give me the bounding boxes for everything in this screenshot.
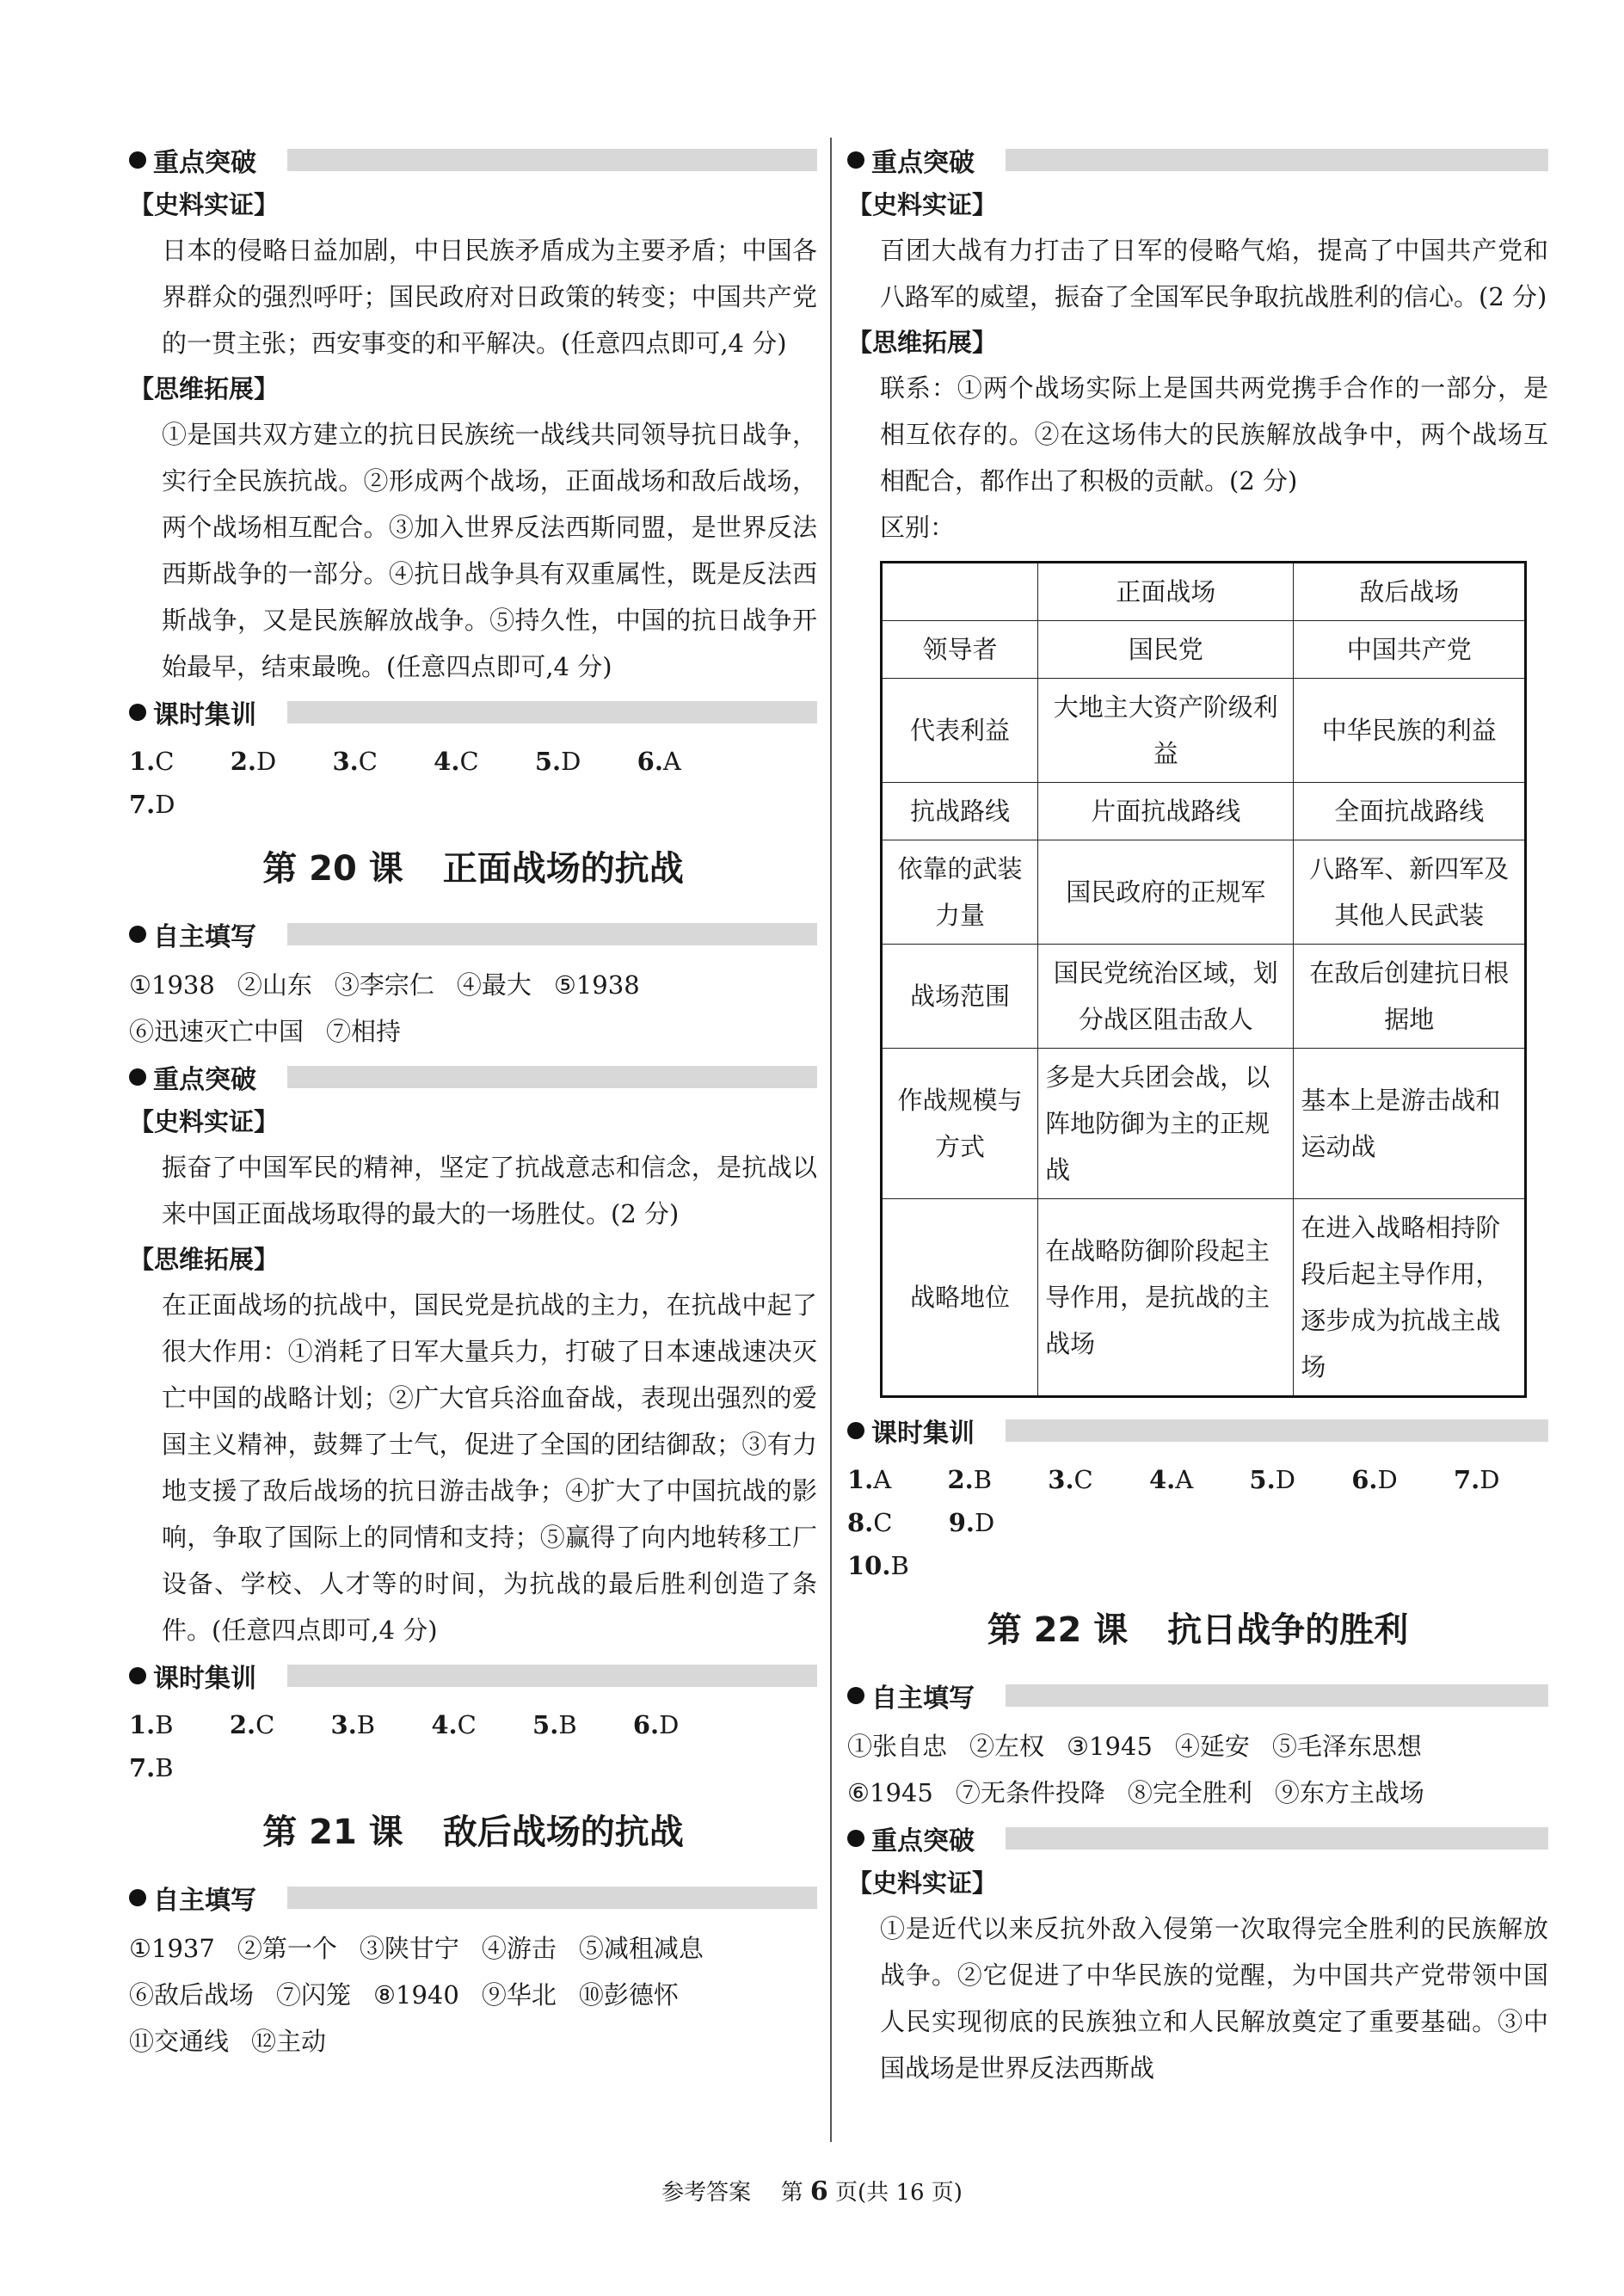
- table-row: [882, 945, 1526, 1049]
- section-bar: [287, 149, 817, 171]
- section-header: [847, 1677, 1548, 1714]
- table-cell: 八路军、新四军及其他人民武装: [1294, 840, 1526, 945]
- paragraph: 联系：①两个战场实际上是国共两党携手合作的一部分，是相互依存的。②在这场伟大的民族解放战争中，两个战场互相配合，都作出了积极的贡献。(2 分): [880, 373, 1548, 496]
- answer-item: 1.A: [847, 1465, 892, 1494]
- answer-item: 9.D: [948, 1508, 995, 1537]
- answer-item: 7.D: [129, 790, 175, 819]
- table-cell: 在敌后创建抗日根据地: [1294, 945, 1526, 1049]
- section-header: [129, 693, 817, 731]
- table-cell: 全面抗战路线: [1294, 783, 1526, 840]
- subheading: 【史料实证】: [129, 1107, 280, 1136]
- answer-list: [129, 1703, 817, 1789]
- lesson-title: 第 20 课 正面战场的抗战: [262, 849, 684, 889]
- answer-item: 4.C: [431, 1710, 477, 1739]
- table-cell: 抗战路线: [882, 783, 1038, 840]
- section-label: 自主填写: [871, 1684, 975, 1714]
- bullet-icon: [129, 1068, 146, 1086]
- answer-item: 3.B: [330, 1710, 376, 1739]
- answer-item: 3.C: [1048, 1465, 1093, 1494]
- section-label: 重点突破: [871, 1826, 975, 1856]
- answer-list: [847, 1458, 1548, 1587]
- right-column: [847, 138, 1548, 2091]
- table-cell: 战略地位: [882, 1199, 1038, 1397]
- answer-item: 10.B: [847, 1551, 909, 1580]
- section-header: [129, 1657, 817, 1695]
- answer-item: 3.C: [332, 747, 378, 776]
- bullet-icon: [129, 1667, 146, 1684]
- paragraph: ①是国共双方建立的抗日民族统一战线共同领导抗日战争，实行全民族抗战。②形成两个战场，正面战场和敌后战场，两个战场相互配合。③加入世界反法西斯同盟，是世界反法西斯战争的一部分。④抗日战争具有双重属性，既是反法西斯战争，又是民族解放战争。⑤持久性，中国的抗日战争开始最早，结束最晚。(任意四点即可,4 分): [162, 420, 817, 681]
- bullet-icon: [847, 1830, 864, 1847]
- table-header-row: [882, 563, 1526, 621]
- section-label: 课时集训: [871, 1419, 975, 1449]
- answer-item: 2.B: [947, 1465, 993, 1494]
- section-header: [847, 141, 1548, 179]
- table-cell: 依靠的武装力量: [882, 840, 1038, 945]
- section-header: [129, 1058, 817, 1096]
- subheading: 【思维拓展】: [129, 374, 280, 403]
- bullet-icon: [847, 151, 864, 169]
- table-cell: 敌后战场: [1294, 563, 1526, 621]
- table-cell: 战场范围: [882, 945, 1038, 1049]
- table-cell: 国民党: [1038, 621, 1294, 679]
- answer-item: 1.B: [129, 1710, 174, 1739]
- table-row: [882, 1049, 1526, 1199]
- table-cell: 多是大兵团会战，以阵地防御为主的正规战: [1038, 1049, 1294, 1199]
- section-bar: [287, 701, 817, 723]
- table-cell: 正面战场: [1038, 563, 1294, 621]
- section-bar: [1006, 1419, 1548, 1442]
- answer-item: 5.D: [1249, 1465, 1295, 1494]
- section-header: [847, 1412, 1548, 1450]
- answer-item: 1.C: [129, 747, 175, 776]
- answer-item: 7.B: [129, 1753, 174, 1782]
- answer-item: 6.A: [637, 747, 681, 776]
- fill-answers: ①1938 ②山东 ③李宗仁 ④最大 ⑤1938 ⑥迅速灭亡中国 ⑦相持: [129, 970, 640, 1046]
- bullet-icon: [847, 1687, 864, 1704]
- subheading: 【思维拓展】: [847, 328, 998, 357]
- fill-answers: ①1937 ②第一个 ③陕甘宁 ④游击 ⑤减租减息 ⑥敌后战场 ⑦闪笼 ⑧1940 ⑨华北 ⑩彭德怀 ⑪交通线 ⑫主动: [129, 1934, 704, 2056]
- subheading: 【史料实证】: [847, 1868, 998, 1898]
- section-label: 课时集训: [153, 1664, 256, 1694]
- bullet-icon: [847, 1422, 864, 1439]
- answer-item: 4.A: [1148, 1465, 1194, 1494]
- answer-item: 6.D: [1351, 1465, 1398, 1494]
- subheading: 【史料实证】: [847, 190, 998, 219]
- section-bar: [1006, 149, 1548, 171]
- page-footer: 参考答案 第 6 页(共 16 页): [661, 2176, 963, 2207]
- table-cell: 在战略防御阶段起主导作用，是抗战的主战场: [1038, 1199, 1294, 1397]
- section-bar: [1006, 1684, 1548, 1707]
- answer-item: 8.C: [847, 1508, 893, 1537]
- section-label: 重点突破: [153, 148, 256, 178]
- left-column: [129, 138, 817, 2065]
- paragraph: 日本的侵略日益加剧，中日民族矛盾成为主要矛盾；中国各界群众的强烈呼吁；国民政府对日政策的转变；中国共产党的一贯主张；西安事变的和平解决。(任意四点即可,4 分): [162, 236, 817, 358]
- paragraph: ①是近代以来反抗外敌入侵第一次取得完全胜利的民族解放战争。②它促进了中华民族的觉醒，为中国共产党带领中国人民实现彻底的民族独立和人民解放奠定了重要基础。③中国战场是世界反法西斯战: [880, 1914, 1548, 2083]
- section-label: 课时集训: [153, 700, 256, 730]
- section-label: 自主填写: [153, 922, 256, 952]
- comparison-table: [880, 561, 1527, 1398]
- section-header: [129, 915, 817, 953]
- table-cell: 中国共产党: [1294, 621, 1526, 679]
- bullet-icon: [129, 926, 146, 943]
- section-header: [129, 141, 817, 179]
- table-cell: 领导者: [882, 621, 1038, 679]
- section-header: [129, 1879, 817, 1917]
- answer-item: 5.D: [534, 747, 581, 776]
- table-cell: 国民政府的正规军: [1038, 840, 1294, 945]
- table-cell: 基本上是游击战和运动战: [1294, 1049, 1526, 1199]
- paragraph: 区别：: [880, 513, 956, 542]
- answer-item: 7.D: [1453, 1465, 1500, 1494]
- answer-list: [129, 740, 817, 826]
- table-row: [882, 783, 1526, 840]
- table-row: [882, 840, 1526, 945]
- table-row: [882, 679, 1526, 783]
- table-cell: 代表利益: [882, 679, 1038, 783]
- section-bar: [287, 1665, 817, 1687]
- column-divider: [830, 138, 832, 2142]
- section-bar: [287, 1066, 817, 1088]
- answer-item: 4.C: [434, 747, 479, 776]
- bullet-icon: [129, 151, 146, 169]
- bullet-icon: [129, 704, 146, 721]
- table-cell: [882, 563, 1038, 621]
- table-row: [882, 621, 1526, 679]
- fill-answers: ①张自忠 ②左权 ③1945 ④延安 ⑤毛泽东思想 ⑥1945 ⑦无条件投降 ⑧完全胜利 ⑨东方主战场: [847, 1732, 1424, 1807]
- section-label: 重点突破: [153, 1065, 256, 1095]
- paragraph: 振奋了中国军民的精神，坚定了抗战意志和信念，是抗战以来中国正面战场取得的最大的一场胜仗。(2 分): [162, 1153, 817, 1228]
- table-cell: 在进入战略相持阶段后起主导作用，逐步成为抗战主战场: [1294, 1199, 1526, 1397]
- paragraph: 在正面战场的抗战中，国民党是抗战的主力，在抗战中起了很大作用：①消耗了日军大量兵力，打破了日本速战速决灭亡中国的战略计划；②广大官兵浴血奋战，表现出强烈的爱国主义精神，鼓舞了士气，促进了全国的团结御敌；③有力地支援了敌后战场的抗日游击战争；④扩大了中国抗战的影响，争取了国际上的同情和支持；⑤赢得了向内地转移工厂设备、学校、人才等的时间，为抗战的最后胜利创造了条件。(任意四点即可,4 分): [162, 1290, 817, 1645]
- paragraph: 百团大战有力打击了日军的侵略气焰，提高了中国共产党和八路军的威望，振奋了全国军民争取抗战胜利的信心。(2 分): [880, 236, 1548, 311]
- table-cell: 中华民族的利益: [1294, 679, 1526, 783]
- answer-item: 5.B: [532, 1710, 577, 1739]
- section-label: 重点突破: [871, 148, 975, 178]
- lesson-title: 第 22 课 抗日战争的胜利: [987, 1610, 1409, 1650]
- table-row: [882, 1199, 1526, 1397]
- page-number: 6: [809, 2176, 828, 2207]
- subheading: 【思维拓展】: [129, 1245, 280, 1274]
- table-cell: 大地主大资产阶级利益: [1038, 679, 1294, 783]
- section-bar: [287, 923, 817, 945]
- table-cell: 国民党统治区域，划分战区阻击敌人: [1038, 945, 1294, 1049]
- section-bar: [1006, 1827, 1548, 1850]
- lesson-title: 第 21 课 敌后战场的抗战: [262, 1813, 684, 1852]
- section-label: 自主填写: [153, 1886, 256, 1916]
- section-header: [847, 1819, 1548, 1857]
- answer-item: 2.C: [229, 1710, 275, 1739]
- answer-item: 6.D: [632, 1710, 680, 1739]
- subheading: 【史料实证】: [129, 190, 280, 219]
- bullet-icon: [129, 1889, 146, 1906]
- table-cell: 作战规模与方式: [882, 1049, 1038, 1199]
- table-cell: 片面抗战路线: [1038, 783, 1294, 840]
- answer-item: 2.D: [230, 747, 277, 776]
- section-bar: [287, 1887, 817, 1909]
